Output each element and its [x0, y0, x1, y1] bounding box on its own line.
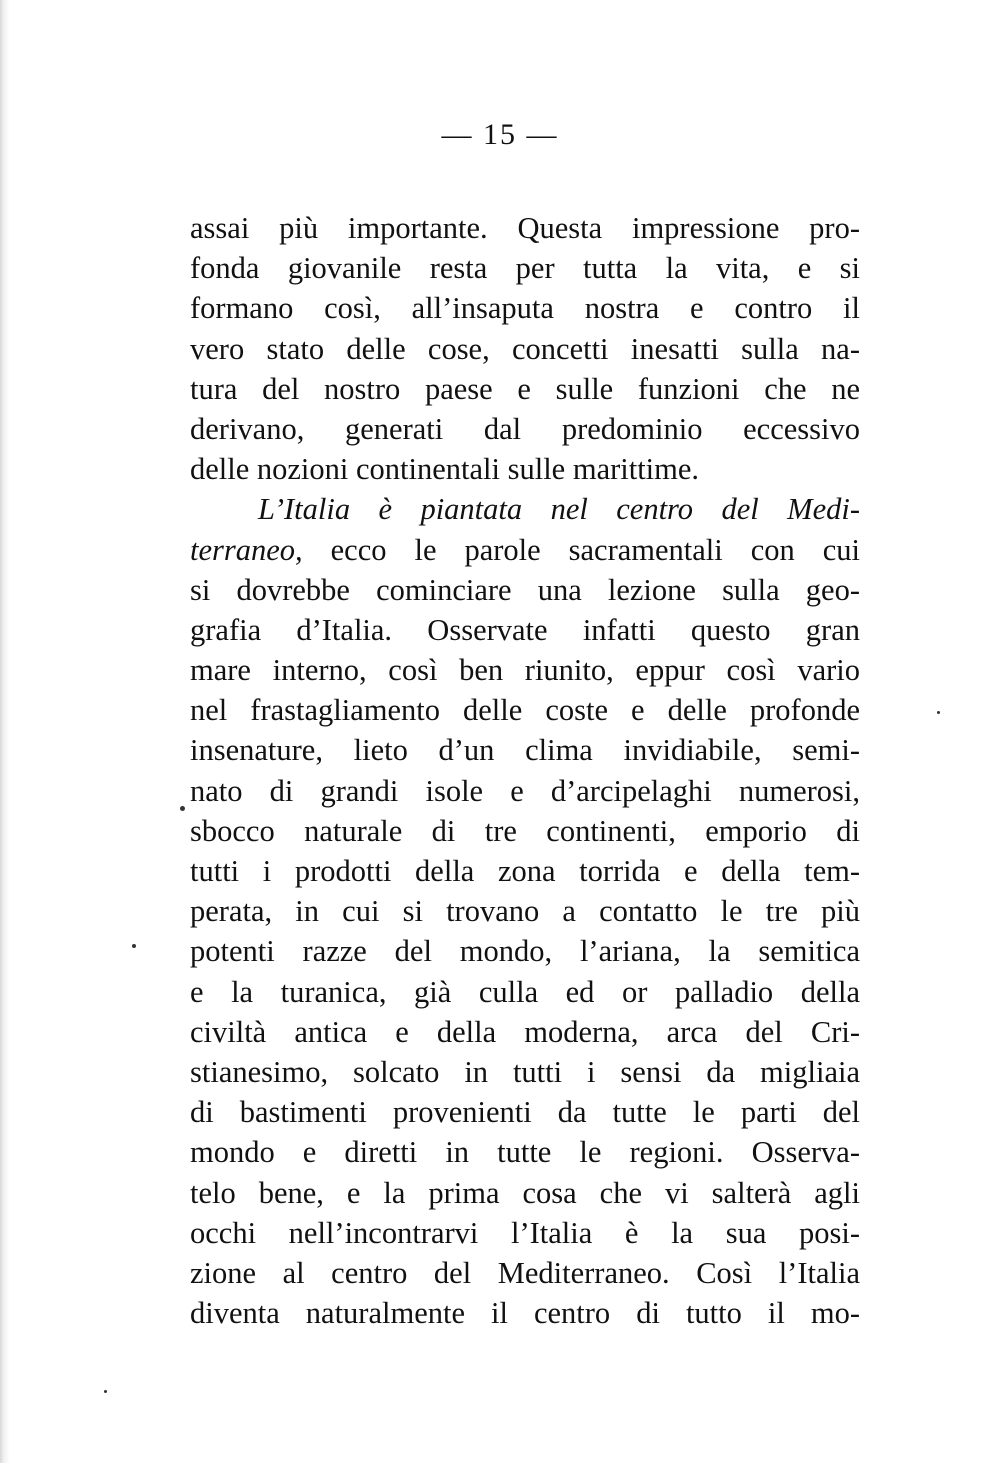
text-segment: grafia d’Italia. Osservate infatti questo gran [190, 612, 860, 647]
text-segment: tutti i prodotti della zona torrida e della tem- [190, 854, 860, 888]
text-line [190, 1293, 860, 1333]
text-segment: delle nozioni continentali sulle marittime. [190, 452, 700, 487]
text-line [190, 1092, 860, 1132]
text-segment: occhi nell’incontrarvi l’Italia è la sua posi- [190, 1215, 860, 1250]
text-segment: formano così, all’insaputa nostra e contro il [190, 291, 860, 326]
page-number: — 15 — [441, 118, 559, 151]
text-line [190, 288, 860, 328]
scan-speck [104, 1390, 107, 1393]
text-line [190, 931, 860, 971]
text-line [190, 972, 860, 1012]
italic-text-segment: terraneo, [190, 532, 303, 567]
text-line [190, 1173, 860, 1213]
text-line [190, 248, 860, 288]
text-segment: mondo e diretti in tutte le regioni. Osserva- [190, 1135, 860, 1170]
text-line [190, 1253, 860, 1293]
text-line [190, 650, 860, 690]
text-segment: perata, in cui si trovano a contatto le tre più [190, 894, 860, 929]
text-segment: stianesimo, solcato in tutti i sensi da migliaia [190, 1054, 860, 1089]
text-segment: tura del nostro paese e sulle funzioni che ne [190, 371, 860, 406]
text-line [190, 409, 860, 449]
text-line [190, 530, 860, 570]
body-text [190, 208, 860, 1333]
text-line [190, 489, 860, 529]
text-segment: civiltà antica e della moderna, arca del Cri- [190, 1014, 860, 1049]
text-line [190, 329, 860, 369]
text-segment: e la turanica, già culla ed or palladio della [190, 974, 860, 1009]
text-line [190, 610, 860, 650]
scan-edge-shadow [0, 0, 10, 1463]
text-line [190, 1052, 860, 1092]
text-segment: sbocco naturale di tre continenti, emporio di [190, 813, 860, 848]
text-line [190, 1012, 860, 1052]
text-line [190, 851, 860, 891]
text-segment: di bastimenti provenienti da tutte le parti del [190, 1095, 860, 1130]
text-segment: vero stato delle cose, concetti inesatti sulla na- [190, 331, 860, 366]
text-segment: derivano, generati dal predominio eccessivo [190, 411, 860, 446]
text-line [190, 771, 860, 811]
text-segment: telo bene, e la prima cosa che vi salterà agli [190, 1175, 860, 1210]
text-segment: nato di grandi isole e d’arcipelaghi numerosi, [190, 773, 860, 808]
text-line [190, 449, 860, 489]
text-line [190, 891, 860, 931]
scan-speck [180, 806, 185, 811]
text-segment: nel frastagliamento delle coste e delle profonde [190, 693, 860, 728]
text-line [190, 570, 860, 610]
text-line [190, 690, 860, 730]
text-line [190, 208, 860, 248]
text-segment: mare interno, così ben riunito, eppur così vario [190, 653, 860, 688]
scan-speck [937, 711, 940, 714]
italic-text-segment: L’Italia è piantata nel centro del Medi- [258, 492, 860, 527]
text-segment: ecco le parole sacramentali con cui [302, 532, 860, 567]
text-segment: zione al centro del Mediterraneo. Così l’Italia [190, 1255, 860, 1290]
text-segment: assai più importante. Questa impressione pro- [190, 211, 860, 245]
scan-speck [132, 944, 136, 948]
text-segment: si dovrebbe cominciare una lezione sulla geo- [190, 572, 860, 607]
text-line [190, 369, 860, 409]
text-line [190, 1132, 860, 1172]
text-line [190, 1213, 860, 1253]
text-segment: potenti razze del mondo, l’ariana, la semitica [190, 934, 860, 969]
text-line [190, 730, 860, 770]
text-line [190, 811, 860, 851]
text-segment: insenature, lieto d’un clima invidiabile, semi- [190, 733, 860, 768]
text-segment: fonda giovanile resta per tutta la vita, e si [190, 251, 860, 286]
text-segment: diventa naturalmente il centro di tutto il mo- [190, 1296, 860, 1331]
